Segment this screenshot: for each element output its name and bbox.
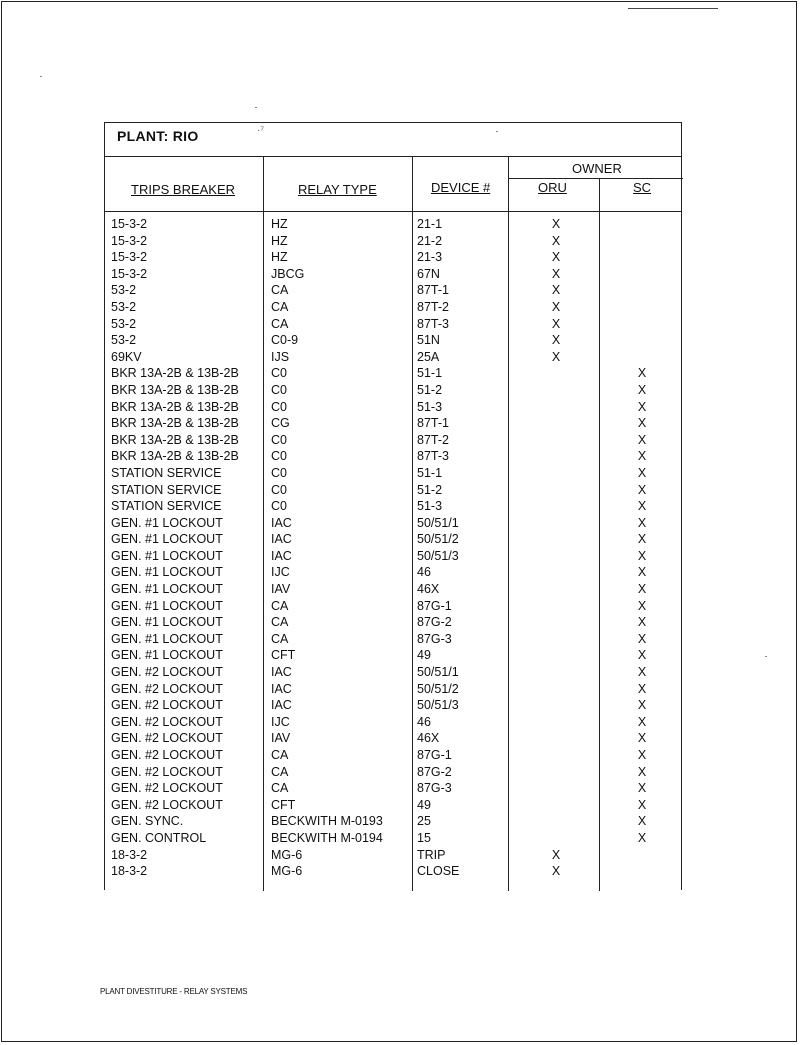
header-bottom-rule [105, 211, 681, 212]
cell-trips-breaker: GEN. #1 LOCKOUT [111, 631, 223, 646]
cell-device: 51-2 [417, 482, 443, 497]
cell-trips-breaker: STATION SERVICE [111, 465, 222, 480]
cell-relay-type: C0 [271, 382, 287, 397]
cell-relay-type: CA [271, 316, 289, 331]
cell-trips-breaker: GEN. #2 LOCKOUT [111, 731, 223, 746]
table-row [105, 448, 681, 465]
cell-owner-sc: X [637, 665, 647, 680]
table-row [105, 647, 681, 664]
cell-device: 87T-1 [417, 416, 449, 431]
cell-relay-type: C0 [271, 465, 287, 480]
table-row [105, 664, 681, 681]
table-row [105, 631, 681, 648]
header-oru: ORU [538, 180, 567, 195]
cell-device: 67N [417, 266, 440, 281]
cell-device: 46X [417, 731, 440, 746]
header-device: DEVICE # [431, 180, 491, 195]
cell-trips-breaker: 15-3-2 [111, 217, 148, 231]
cell-trips-breaker: BKR 13A-2B & 13B-2B [111, 416, 239, 431]
cell-trips-breaker: GEN. CONTROL [111, 830, 207, 845]
cell-relay-type: IAV [271, 582, 291, 597]
cell-device: 87T-2 [417, 432, 449, 447]
cell-owner-oru: X [551, 250, 561, 265]
table-row [105, 482, 681, 499]
table-row [105, 432, 681, 449]
cell-relay-type: CA [271, 615, 289, 630]
cell-relay-type: IAV [271, 731, 291, 746]
cell-owner-sc: X [637, 615, 647, 630]
cell-relay-type: C0 [271, 499, 287, 514]
cell-owner-sc: X [637, 449, 647, 464]
table-row [105, 382, 681, 399]
cell-trips-breaker: 15-3-2 [111, 250, 148, 265]
cell-relay-type: CFT [271, 797, 296, 812]
cell-device: 15 [417, 830, 431, 845]
cell-device: 21-1 [417, 217, 443, 231]
cell-owner-sc: X [637, 382, 647, 397]
cell-owner-sc: X [637, 482, 647, 497]
cell-relay-type: CA [271, 299, 289, 314]
cell-trips-breaker: GEN. #1 LOCKOUT [111, 548, 223, 563]
table-row [105, 564, 681, 581]
cell-trips-breaker: GEN. #2 LOCKOUT [111, 764, 223, 779]
cell-device: 51-1 [417, 366, 443, 381]
cell-trips-breaker: 53-2 [111, 316, 137, 331]
cell-device: 49 [417, 797, 431, 812]
cell-owner-sc: X [637, 515, 647, 530]
header-owner: OWNER [572, 161, 622, 176]
cell-relay-type: JBCG [271, 266, 305, 281]
cell-trips-breaker: GEN. #2 LOCKOUT [111, 665, 223, 680]
table-row [105, 498, 681, 515]
table-row [105, 813, 681, 830]
cell-trips-breaker: GEN. #1 LOCKOUT [111, 615, 223, 630]
cell-device: 87T-1 [417, 283, 449, 298]
cell-owner-sc: X [637, 432, 647, 447]
table-row [105, 233, 681, 250]
table-row [105, 266, 681, 283]
cell-trips-breaker: 15-3-2 [111, 233, 148, 248]
cell-relay-type: IAC [271, 698, 292, 713]
cell-owner-oru: X [551, 233, 561, 248]
table-row [105, 764, 681, 781]
cell-device: 25 [417, 814, 431, 829]
cell-relay-type: CFT [271, 648, 296, 663]
table-row [105, 399, 681, 416]
cell-device: 87G-2 [417, 764, 452, 779]
cell-device: 51-1 [417, 465, 443, 480]
cell-trips-breaker: GEN. #2 LOCKOUT [111, 748, 223, 762]
cell-trips-breaker: STATION SERVICE [111, 499, 222, 514]
table-row [105, 249, 681, 266]
table-row [105, 515, 681, 532]
cell-device: 51-3 [417, 399, 443, 414]
cell-device: 25A [417, 349, 440, 364]
cell-owner-sc: X [637, 548, 647, 563]
cell-relay-type: CA [271, 781, 289, 796]
cell-trips-breaker: GEN. #2 LOCKOUT [111, 681, 223, 696]
table-row [105, 747, 681, 764]
table-row [105, 531, 681, 548]
scan-speck [40, 76, 42, 77]
cell-trips-breaker: GEN. #2 LOCKOUT [111, 714, 223, 729]
table-row [105, 349, 681, 366]
table-row [105, 730, 681, 747]
table-row [105, 332, 681, 349]
header-relay-type: RELAY TYPE [298, 182, 377, 197]
cell-relay-type: IJC [271, 565, 290, 580]
cell-relay-type: IAC [271, 515, 292, 530]
table-row [105, 797, 681, 814]
plant-mark: ·⁷ [257, 125, 264, 136]
cell-relay-type: C0-9 [271, 333, 299, 348]
cell-owner-sc: X [637, 465, 647, 480]
cell-trips-breaker: BKR 13A-2B & 13B-2B [111, 432, 239, 447]
table-row [105, 316, 681, 333]
cell-owner-sc: X [637, 648, 647, 663]
header-sc: SC [633, 180, 652, 195]
cell-relay-type: CA [271, 748, 289, 762]
table-row [105, 216, 681, 233]
cell-trips-breaker: GEN. SYNC. [111, 814, 184, 829]
cell-trips-breaker: 53-2 [111, 333, 137, 348]
cell-owner-sc: X [637, 714, 647, 729]
cell-relay-type: IJS [271, 349, 290, 364]
cell-relay-type: IAC [271, 681, 292, 696]
cell-device: 46 [417, 565, 431, 580]
cell-device: TRIP [417, 847, 446, 862]
cell-relay-type: BECKWITH M-0194 [271, 830, 383, 845]
cell-trips-breaker: 15-3-2 [111, 266, 148, 281]
cell-owner-oru: X [551, 847, 561, 862]
cell-owner-oru: X [551, 864, 561, 879]
cell-owner-oru: X [551, 299, 561, 314]
cell-device: 87G-3 [417, 631, 452, 646]
cell-trips-breaker: BKR 13A-2B & 13B-2B [111, 382, 239, 397]
cell-device: 87G-2 [417, 615, 452, 630]
table-row [105, 714, 681, 731]
cell-device: 49 [417, 648, 431, 663]
cell-owner-sc: X [637, 631, 647, 646]
cell-relay-type: C0 [271, 399, 287, 414]
table-body [105, 216, 681, 880]
cell-owner-sc: X [637, 731, 647, 746]
cell-relay-type: CG [271, 416, 290, 431]
cell-relay-type: MG-6 [271, 847, 303, 862]
top-edge-line [628, 8, 718, 9]
cell-relay-type: IJC [271, 714, 290, 729]
cell-trips-breaker: 53-2 [111, 283, 137, 298]
cell-owner-oru: X [551, 266, 561, 281]
table-row [105, 681, 681, 698]
cell-relay-type: IAC [271, 665, 292, 680]
cell-trips-breaker: BKR 13A-2B & 13B-2B [111, 366, 239, 381]
cell-device: 50/51/2 [417, 681, 459, 696]
cell-owner-sc: X [637, 499, 647, 514]
cell-owner-sc: X [637, 698, 647, 713]
table-row [105, 365, 681, 382]
cell-trips-breaker: GEN. #2 LOCKOUT [111, 797, 223, 812]
cell-device: 87T-2 [417, 299, 449, 314]
cell-owner-oru: X [551, 316, 561, 331]
cell-trips-breaker: 18-3-2 [111, 847, 148, 862]
cell-owner-sc: X [637, 797, 647, 812]
cell-device: 87T-3 [417, 316, 449, 331]
cell-trips-breaker: GEN. #1 LOCKOUT [111, 515, 223, 530]
relay-table [104, 122, 682, 890]
cell-device: 50/51/3 [417, 698, 459, 713]
cell-owner-sc: X [637, 366, 647, 381]
cell-device: CLOSE [417, 864, 460, 879]
cell-owner-oru: X [551, 349, 561, 364]
plant-label: PLANT: RIO [117, 128, 199, 144]
cell-trips-breaker: BKR 13A-2B & 13B-2B [111, 399, 239, 414]
cell-device: 87G-1 [417, 748, 452, 762]
cell-device: 87G-1 [417, 598, 452, 613]
cell-device: 51-2 [417, 382, 443, 397]
cell-device: 87G-3 [417, 781, 452, 796]
table-row [105, 863, 681, 880]
cell-device: 46X [417, 582, 440, 597]
cell-relay-type: C0 [271, 432, 287, 447]
table-row [105, 299, 681, 316]
cell-device: 51N [417, 333, 440, 348]
cell-relay-type: HZ [271, 217, 288, 231]
table-row [105, 697, 681, 714]
cell-device: 21-2 [417, 233, 443, 248]
cell-relay-type: CA [271, 631, 289, 646]
cell-relay-type: CA [271, 283, 289, 298]
table-row [105, 548, 681, 565]
owner-rule [508, 178, 683, 179]
cell-owner-sc: X [637, 748, 647, 762]
cell-relay-type: CA [271, 764, 289, 779]
cell-relay-type: MG-6 [271, 864, 303, 879]
table-row [105, 830, 681, 847]
cell-owner-sc: X [637, 781, 647, 796]
cell-trips-breaker: GEN. #1 LOCKOUT [111, 532, 223, 547]
scan-speck [496, 131, 498, 132]
scan-speck [255, 107, 257, 108]
cell-trips-breaker: 18-3-2 [111, 864, 148, 879]
cell-owner-oru: X [551, 283, 561, 298]
table-row [105, 847, 681, 864]
cell-owner-sc: X [637, 532, 647, 547]
cell-relay-type: C0 [271, 482, 287, 497]
cell-owner-sc: X [637, 814, 647, 829]
table-row [105, 465, 681, 482]
cell-device: 21-3 [417, 250, 443, 265]
table-row [105, 780, 681, 797]
cell-owner-sc: X [637, 399, 647, 414]
cell-device: 50/51/3 [417, 548, 459, 563]
cell-owner-sc: X [637, 830, 647, 845]
cell-trips-breaker: GEN. #1 LOCKOUT [111, 565, 223, 580]
cell-device: 50/51/2 [417, 532, 459, 547]
footer-text: PLANT DIVESTITURE - RELAY SYSTEMS [100, 987, 248, 996]
cell-relay-type: HZ [271, 233, 288, 248]
cell-trips-breaker: 69KV [111, 349, 142, 364]
cell-trips-breaker: 53-2 [111, 299, 137, 314]
cell-owner-oru: X [551, 333, 561, 348]
cell-trips-breaker: GEN. #1 LOCKOUT [111, 598, 223, 613]
cell-device: 50/51/1 [417, 515, 459, 530]
cell-device: 87T-3 [417, 449, 449, 464]
cell-device: 46 [417, 714, 431, 729]
cell-owner-sc: X [637, 764, 647, 779]
cell-trips-breaker: GEN. #2 LOCKOUT [111, 781, 223, 796]
header-top-rule [105, 156, 681, 157]
table-row [105, 598, 681, 615]
cell-owner-sc: X [637, 598, 647, 613]
cell-relay-type: C0 [271, 366, 287, 381]
cell-relay-type: IAC [271, 532, 292, 547]
cell-trips-breaker: BKR 13A-2B & 13B-2B [111, 449, 239, 464]
cell-relay-type: HZ [271, 250, 288, 265]
cell-owner-sc: X [637, 681, 647, 696]
cell-owner-sc: X [637, 582, 647, 597]
cell-trips-breaker: GEN. #1 LOCKOUT [111, 648, 223, 663]
cell-owner-sc: X [637, 565, 647, 580]
cell-trips-breaker: STATION SERVICE [111, 482, 222, 497]
header-trips-breaker: TRIPS BREAKER [131, 182, 236, 197]
cell-device: 51-3 [417, 499, 443, 514]
cell-relay-type: CA [271, 598, 289, 613]
cell-relay-type: BECKWITH M-0193 [271, 814, 383, 829]
cell-relay-type: IAC [271, 548, 292, 563]
cell-device: 50/51/1 [417, 665, 459, 680]
cell-trips-breaker: GEN. #1 LOCKOUT [111, 582, 223, 597]
cell-trips-breaker: GEN. #2 LOCKOUT [111, 698, 223, 713]
cell-owner-oru: X [551, 217, 561, 231]
table-row [105, 614, 681, 631]
table-row [105, 415, 681, 432]
scan-speck [765, 656, 767, 657]
cell-owner-sc: X [637, 416, 647, 431]
table-row [105, 282, 681, 299]
table-row [105, 581, 681, 598]
cell-relay-type: C0 [271, 449, 287, 464]
